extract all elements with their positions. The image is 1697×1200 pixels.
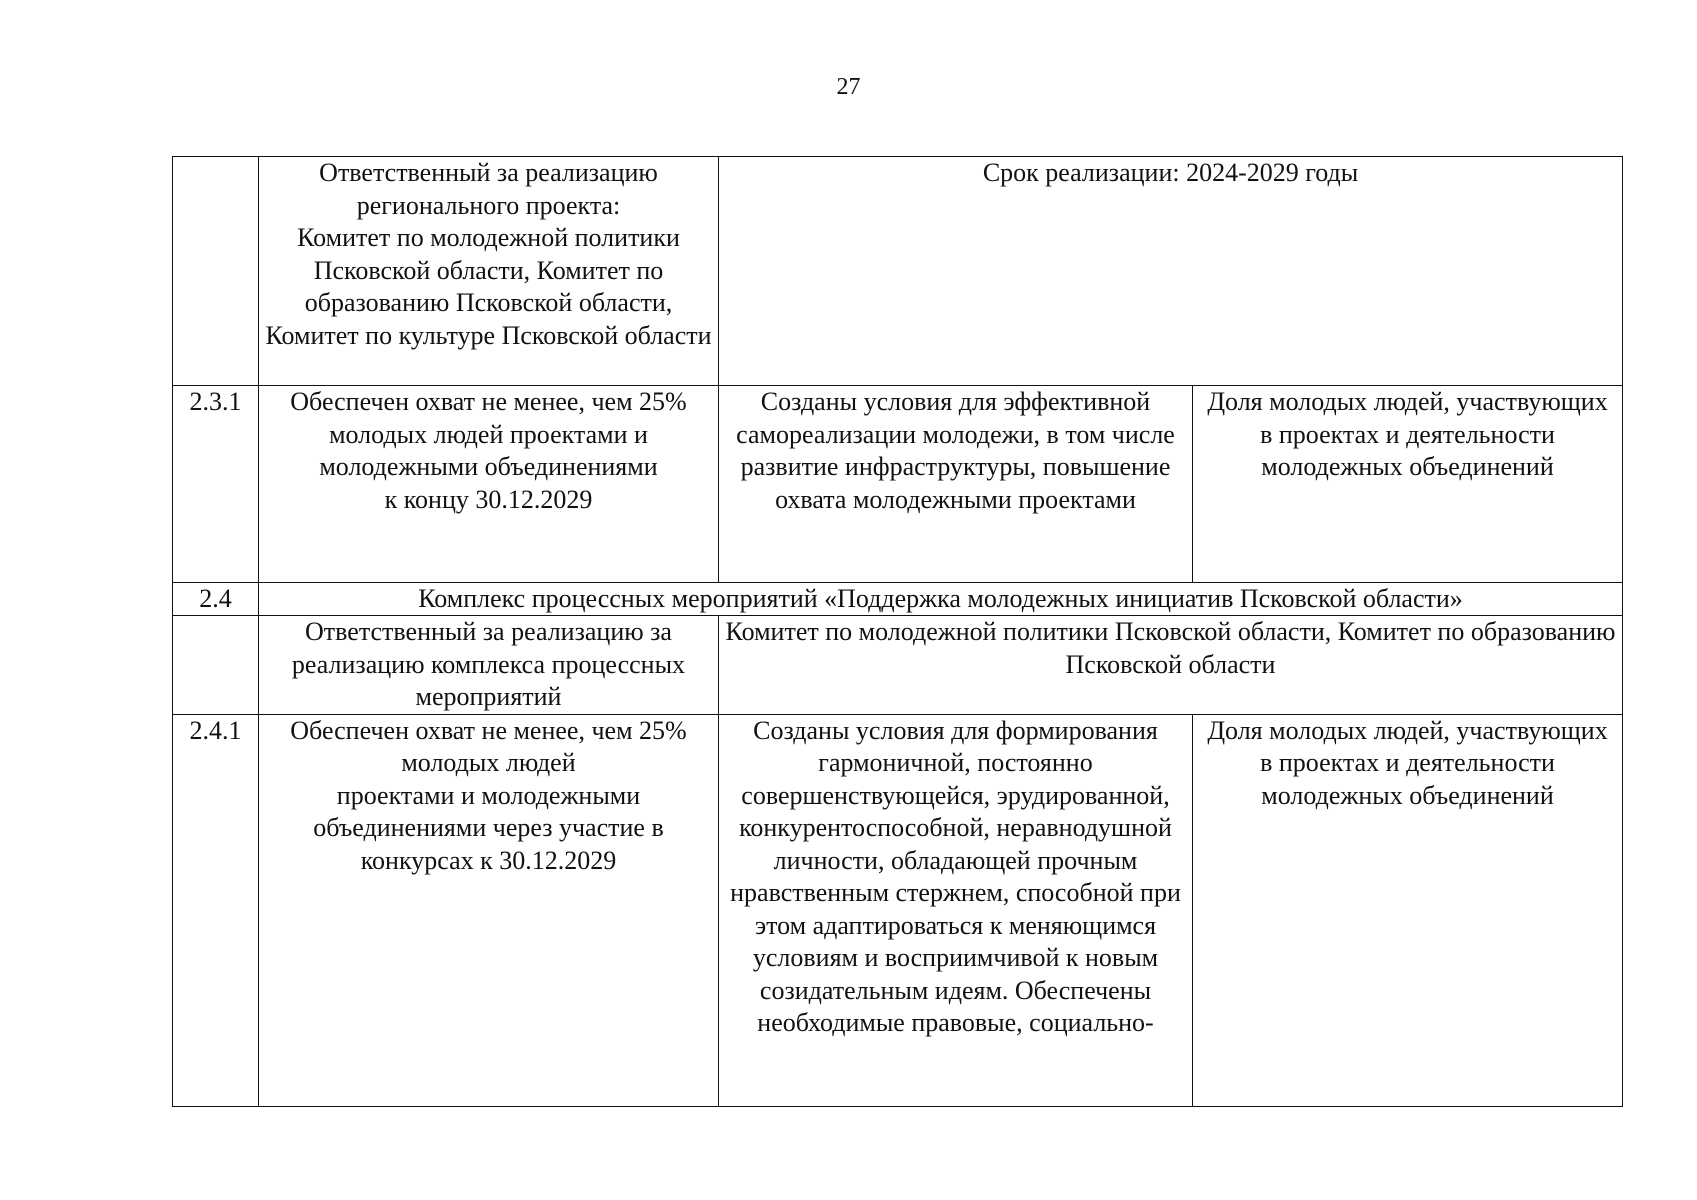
effect-cell: Созданы условия для эффективной самореализации молодежи, в том числе развитие инфраструктуры, повышение охвата молодежными проектами	[719, 386, 1193, 583]
responsible-row	[173, 616, 1623, 715]
section-row	[173, 583, 1623, 616]
effect-cell: Созданы условия для формирования гармоничной, постоянно совершенствующейся, эрудированной, конкурентоспособной, неравнодушной личности, обладающей прочным нравственным стержнем, способной при этом адаптироваться к меняющимся условиям и восприимчивой к новым созидательным идеям. Обеспечены необходимые правовые, социально-	[719, 714, 1193, 1106]
section-title: Комплекс процессных мероприятий «Поддержка молодежных инициатив Псковской области»	[259, 583, 1623, 616]
project-table	[172, 156, 1623, 1107]
goal-cell: Обеспечен охват не менее, чем 25% молодых людей проектами и молодежными объединениями через участие в конкурсах к 30.12.2029	[259, 714, 719, 1106]
term-cell: Срок реализации: 2024-2029 годы	[719, 157, 1623, 386]
header-empty-cell	[173, 157, 259, 386]
table-header-row	[173, 157, 1623, 386]
row-number: 2.4.1	[173, 714, 259, 1106]
responsible-value: Комитет по молодежной политики Псковской области, Комитет по образованию Псковской области	[719, 616, 1623, 715]
responsible-label: Ответственный за реализацию за реализацию комплекса процессных мероприятий	[259, 616, 719, 715]
table-row	[173, 386, 1623, 583]
section-number: 2.4	[173, 583, 259, 616]
indicator-cell: Доля молодых людей, участвующих в проектах и деятельности молодежных объединений	[1193, 714, 1623, 1106]
page-number: 27	[836, 74, 861, 100]
goal-cell: Обеспечен охват не менее, чем 25% молодых людей проектами и молодежными объединениями к концу 30.12.2029	[259, 386, 719, 583]
indicator-cell: Доля молодых людей, участвующих в проектах и деятельности молодежных объединений	[1193, 386, 1623, 583]
row-number: 2.3.1	[173, 386, 259, 583]
responsible-cell: Ответственный за реализацию регионального проекта: Комитет по молодежной политики Псковской области, Комитет по образованию Псковской области, Комитет по культуре Псковской области	[259, 157, 719, 386]
table-row	[173, 714, 1623, 1106]
responsible-empty-cell	[173, 616, 259, 715]
